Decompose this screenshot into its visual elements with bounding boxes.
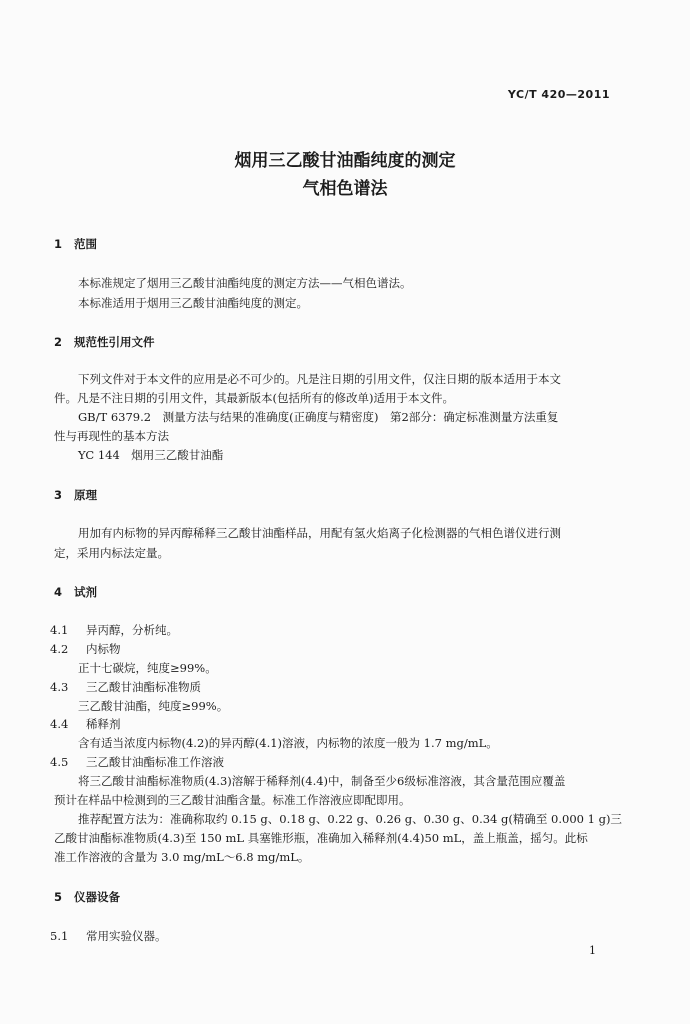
- subsection-text: 常用实验仪器。: [86, 929, 167, 943]
- section-title: 仪器设备: [74, 890, 120, 904]
- paragraph: 本标准适用于烟用三乙酸甘油酯纯度的测定。: [78, 296, 308, 310]
- subsection-text: 异丙醇，分析纯。: [86, 623, 178, 637]
- section-number: 2: [54, 335, 63, 349]
- subsection-title: 稀释剂: [86, 717, 121, 731]
- standard-code: YC/T 420—2011: [507, 88, 610, 101]
- paragraph-line: 准工作溶液的含量为 3.0 mg/mL～6.8 mg/mL。: [54, 850, 310, 864]
- page-number: 1: [589, 944, 596, 957]
- subsection-4-4: [50, 716, 121, 732]
- paragraph-line: 件。凡是不注日期的引用文件，其最新版本(包括所有的修改单)适用于本文件。: [54, 391, 454, 405]
- section-number: 3: [54, 488, 63, 502]
- paragraph-line: 预计在样品中检测到的三乙酸甘油酯含量。标准工作溶液应即配即用。: [54, 793, 411, 807]
- paragraph: 含有适当浓度内标物(4.2)的异丙醇(4.1)溶液，内标物的浓度一般为 1.7 mg/mL。: [78, 736, 498, 750]
- paragraph-line: 定，采用内标法定量。: [54, 546, 169, 560]
- section-title: 试剂: [74, 585, 97, 599]
- subsection-number: 4.2: [50, 642, 69, 656]
- paragraph: 三乙酸甘油酯，纯度≥99%。: [78, 699, 229, 713]
- section-heading-4: [54, 584, 97, 600]
- section-heading-3: [54, 487, 97, 503]
- reference-line: YC 144 烟用三乙酸甘油酯: [78, 448, 224, 462]
- section-heading-1: [54, 236, 97, 252]
- subsection-4-5: [50, 754, 224, 770]
- subsection-4-1: [50, 622, 178, 638]
- paragraph: 本标准规定了烟用三乙酸甘油酯纯度的测定方法——气相色谱法。: [78, 276, 412, 290]
- paragraph-line: 下列文件对于本文件的应用是必不可少的。凡是注日期的引用文件，仅注日期的版本适用于本文: [78, 372, 561, 386]
- section-heading-5: [54, 889, 120, 905]
- subsection-number: 4.4: [50, 717, 69, 731]
- subsection-title: 三乙酸甘油酯标准物质: [86, 680, 201, 694]
- subsection-title: 三乙酸甘油酯标准工作溶液: [86, 755, 224, 769]
- paragraph-line: 用加有内标物的异丙醇稀释三乙酸甘油酯样品，用配有氢火焰离子化检测器的气相色谱仪进行测: [78, 526, 561, 540]
- subsection-number: 4.1: [50, 623, 69, 637]
- document-subtitle: 气相色谱法: [302, 179, 388, 199]
- reference-line: GB/T 6379.2 测量方法与结果的准确度(正确度与精密度) 第2部分：确定标准测量方法重复: [78, 410, 559, 424]
- paragraph: 正十七碳烷，纯度≥99%。: [78, 661, 217, 675]
- subsection-4-2: [50, 641, 121, 657]
- subsection-number: 4.5: [50, 755, 69, 769]
- subsection-5-1: [50, 928, 167, 944]
- subsection-4-3: [50, 679, 201, 695]
- paragraph-line: 乙酸甘油酯标准物质(4.3)至 150 mL 具塞锥形瓶，准确加入稀释剂(4.4)50 mL，盖上瓶盖，摇匀。此标: [54, 831, 588, 845]
- section-heading-2: [54, 334, 155, 350]
- section-title: 原理: [74, 488, 97, 502]
- subsection-number: 4.3: [50, 680, 69, 694]
- paragraph-line: 推荐配置方法为：准确称取约 0.15 g、0.18 g、0.22 g、0.26 g、0.30 g、0.34 g(精确至 0.000 1 g)三: [78, 812, 622, 826]
- section-number: 4: [54, 585, 63, 599]
- section-number: 1: [54, 237, 63, 251]
- document-title: 烟用三乙酸甘油酯纯度的测定: [234, 151, 456, 171]
- section-title: 范围: [74, 237, 97, 251]
- section-title: 规范性引用文件: [74, 335, 155, 349]
- paragraph-line: 将三乙酸甘油酯标准物质(4.3)溶解于稀释剂(4.4)中，制备至少6级标准溶液，其含量范围应覆盖: [78, 774, 566, 788]
- subsection-number: 5.1: [50, 929, 69, 943]
- subsection-title: 内标物: [86, 642, 121, 656]
- section-number: 5: [54, 890, 63, 904]
- reference-line: 性与再现性的基本方法: [54, 429, 169, 443]
